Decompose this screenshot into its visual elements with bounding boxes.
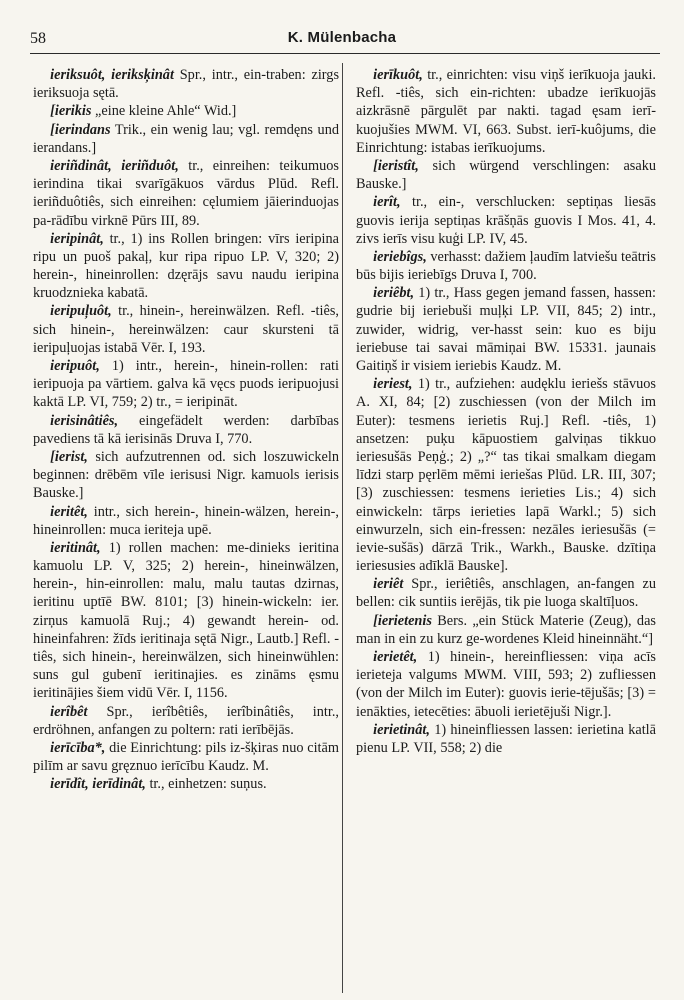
entry-headword: [ierist, [50, 448, 88, 465]
entry-definition: Trik., ein wenig lau; vgl. remdęns und ierandans.] [33, 121, 339, 156]
entry-definition: sich aufzutrennen od. sich loszuwickeln beginnen: drēbēm vīle ierisusi Nigr. kamuols ierisis Bauske.] [33, 448, 339, 502]
entry-headword: ieriêbt, [373, 285, 415, 302]
dictionary-entry [33, 157, 339, 230]
right-column [356, 66, 656, 996]
dictionary-entry [33, 302, 339, 357]
dictionary-entry [33, 703, 339, 739]
entry-headword: ierietinât, [373, 721, 430, 738]
entry-definition: 1) tr., aufziehen: audęklu ieriešs stāvuos A. XI, 84; [2) zuschiessen (von der Milch im Euter): tesmens ierietis Ruj.] Refl. -tiês, 1) ansetzen: puķu kāpuostiem galviņas tikkuo ieriesušās Peņģ.; 2) „?“ tas tikai smalkam diegam līdzi starp pęrlēm mēmi ieriešas Plūd. LR. III, 307; [3) zuschiessen: tesmens ierieties Lis.; 4) sich einwickeln: tārps ierieties lapā Warkl.; 5) sich einwurzeln, sich ein-fressen: nezāles ieriesušās (= ievie-sušās) dārzā Trik., Warkh., Bauske. dzītiņa ieriesusies adīklā Bauske]. [356, 376, 656, 575]
entry-definition: sich würgend verschlingen: asaku Bauske.] [356, 157, 656, 193]
entry-definition: Spr., ierîbêtiês, ierîbinâtiês, intr., erdröhnen, anfangen zu poltern: rati ierībējās. [33, 703, 339, 738]
dictionary-entry [356, 721, 656, 757]
dictionary-entry [356, 575, 656, 611]
column-divider [342, 63, 343, 993]
entry-definition: intr., sich herein-, hinein-wälzen, herein-, hineinrollen: muca ieriteja upē. [33, 503, 339, 538]
entry-definition: verhasst: dažiem ļaudīm latviešu teātris būs bijis ieriebīgs Druva I, 700. [356, 248, 656, 284]
page-header [0, 0, 684, 52]
entry-headword: ieriêt [373, 576, 404, 593]
entry-definition: tr., 1) ins Rollen bringen: vīrs ieripina ripu un puoš pakaļ, kur ripa ripuo LP. V, 320; 2) herein-, hineinrollen: dzęrājs savu naudu ieripina kruodzniekа kabatā. [33, 230, 339, 302]
dictionary-entry [33, 448, 339, 503]
dictionary-entry [33, 121, 339, 157]
entry-headword: ierîbêt [50, 703, 88, 720]
entry-definition: „eine kleine Ahle“ Wid.] [91, 103, 237, 120]
entry-headword: ierietêt, [373, 649, 418, 665]
entry-definition: die Einrichtung: pils iz-šķiras nuo citām pilīm ar savu gręznuo ierīcību Kaudz. M. [33, 739, 339, 775]
entry-headword: ierīkuôt, [373, 67, 423, 83]
entry-definition: 1) tr., Hass gegen jemand fassen, hassen: gudrie bij ieriebuši muļķi LP. VII, 845; 2) intr., zuwider, widrig, ver-hasst sein: kuo es biju ieriebuse tai savai māmiņai BW. 15331. jaunais Gaitiņš ir visiem ieriebis Kaudz. M. [356, 285, 656, 374]
entry-definition: tr., einreihen: teikumuos ierindina tikai svarīgākuos vārdus Plūd. Refl. ieriñduôtiês, sich einreihen: cęlumiem jāierinduojas pa-rādību virknē Pūrs III, 89. [33, 157, 339, 229]
entry-headword: ierīcība*, [50, 739, 106, 756]
entry-definition: tr., einrichten: visu viņš ierīkuoja jauki. Refl. -tiês, sich ein-richten: ubadze ierīkuojās aizkrāsnē pārgulēt par nakti. tagad ęsam ierī-kuojušies MWM. VI, 663. Subst. ierī-kuôjums, die Einrichtung: istabas ierīkuojums. [356, 67, 656, 156]
entry-headword: ieriksuôt, ieriksķinât [50, 67, 174, 83]
running-head: K. Mülenbacha [287, 29, 397, 46]
entry-headword: [ierindans [50, 121, 111, 138]
entry-definition: 1) rollen machen: me-dinieks ieritina kamuolu LP. V, 325; 2) herein-, hineinwälzen, herein-, hin-einrollen: malu, malu tautas dzirnas, ieritinu uptīē BW. 8101; [3) hinein-wickeln: ier. zirņus kamuolā Ruj.; 4) gewandt herein- od. hineinfahren: žīds ieritinaja sętā Nigr., Lautb.] Refl. -tiês, sich hinein-, hereinwälzen, sich hineinwühlen: suns gul gubenī ieritinajies. es zināms ęsmu ieritinājies šiem vidū Vēr. I, 1156. [33, 539, 339, 702]
dictionary-entry [33, 357, 339, 412]
entry-definition: Spr., intr., ein-traben: zirgs ieriksuoja sętā. [33, 67, 339, 102]
entry-headword: [ieristît, [373, 157, 419, 174]
dictionary-entry [356, 66, 656, 157]
entry-definition: 1) hinein-, hereinfliessen: viņa acīs ierieteja valgums MWM. VIII, 593; 2) zufliessen (von der Milch im Euter): guovis ierie-tējušās; [3) = ienākties, ietecēties: ābuoli ierietējuši Nigr.]. [356, 649, 656, 720]
entry-headword: ieritinât, [50, 539, 101, 556]
entry-headword: [ierietenis [373, 612, 432, 629]
entry-headword: ieritêt, [50, 503, 88, 520]
entry-definition: eingefädelt werden: darbības pavediens tā kā ierisinās Druva I, 770. [33, 412, 339, 447]
entry-definition: 1) hineinfliessen lassen: ierietina katlā pienu LP. VII, 558; 2) die [356, 721, 656, 756]
entry-headword: ieriñdinât, ieriñduôt, [50, 157, 179, 174]
entry-definition: Bers. „ein Stück Materie (Zeug), das man in ein zu kurz ge-wordenes Kleid hineinnäht.“] [356, 612, 656, 647]
entry-headword: [ierikis [50, 103, 92, 120]
dictionary-entry [33, 66, 339, 102]
dictionary-entry [356, 284, 656, 375]
entry-definition: tr., einhetzen: suņus. [145, 776, 267, 793]
dictionary-entry [356, 157, 656, 193]
dictionary-entry [356, 248, 656, 284]
dictionary-entry [356, 648, 656, 721]
entry-definition: Spr., ieriêtiês, anschlagen, an-fangen zu bellen: cik suntiis ierējās, tik pie luoga skaltīļuos. [356, 576, 656, 611]
dictionary-entry [33, 102, 339, 120]
entry-headword: ierīdît, ierīdinât, [50, 776, 146, 793]
dictionary-entry [33, 775, 339, 793]
header-rule [30, 53, 660, 54]
dictionary-entry [33, 503, 339, 539]
entry-headword: ieriest, [373, 376, 413, 393]
left-column [33, 66, 339, 996]
dictionary-entry [33, 230, 339, 303]
entry-definition: tr., ein-, verschlucken: septiņas liesās guovis ierija septiņas krāšņās guovis I Mos. 41, 4. zivs ierīs visu kuģi LP. IV, 45. [356, 194, 656, 247]
dictionary-entry [356, 375, 656, 575]
dictionary-entry [33, 412, 339, 448]
entry-headword: ierisinâtiês, [50, 412, 119, 429]
dictionary-entry [356, 612, 656, 648]
entry-headword: ieripuôt, [50, 358, 100, 374]
entry-headword: ieriebîgs, [373, 248, 427, 265]
entry-headword: ierît, [373, 194, 401, 211]
page-number: 58 [30, 30, 46, 47]
dictionary-entry [33, 539, 339, 703]
dictionary-entry [33, 739, 339, 775]
entry-definition: 1) intr., herein-, hinein-rollen: rati ieripuoja pa vārtiem. galva kā vęcs puods ieripuojusi kaktā LP. VI, 759; 2) tr., = ieripināt. [33, 358, 339, 411]
entry-definition: tr., hinein-, hereinwälzen. Refl. -tiês, sich hinein-, hereinwälzen: caur skursteni tā ieripuļuojas istabā Vēr. I, 193. [33, 303, 339, 356]
dictionary-entry [356, 193, 656, 248]
entry-headword: ieripinât, [50, 230, 104, 247]
entry-headword: ieripuļuôt, [50, 303, 112, 320]
